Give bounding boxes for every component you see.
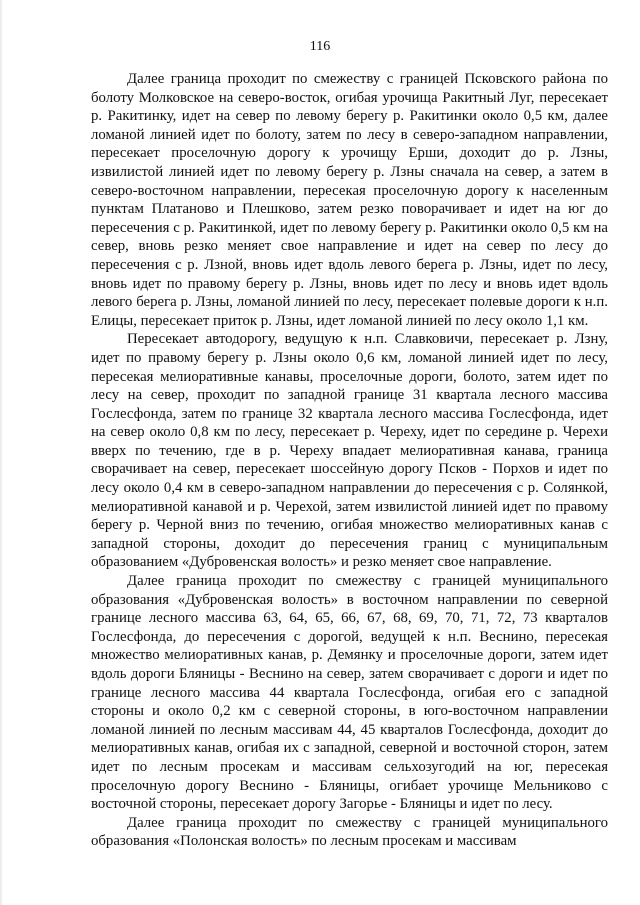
document-body: [91, 70, 608, 851]
page-number: 116: [309, 39, 331, 54]
paragraph-2: Пересекает автодорогу, ведущую к н.п. Славковичи, пересекает р. Лзну, идет по правому берегу р. Лзны около 0,6 км, ломаной линией идет по лесу, пересекая мелиоративные канавы, проселочные дороги, болото, затем идет по лесу на север, проходит по западной границе 31 квартала лесного массива Гослесфонда, затем по границе 32 квартала лесного массива Гослесфонда, идет на север около 0,8 км по лесу, пересекает р. Череху, идет по середине р. Черехи вверх по течению, где в р. Череху впадает мелиоративная канава, граница сворачивает на север, пересекает шоссейную дорогу Псков - Порхов и идет по лесу около 0,4 км в северо-западном направлении до пересечения с р. Солянкой, мелиоративной канавой и р. Черехой, затем извилистой линией идет по правому берегу р. Черной вниз по течению, огибая множество мелиоративных канав с западной стороны, доходит до пересечения границ с муниципальным образованием «Дубровенская волость» и резко меняет свое направление.: [91, 331, 608, 571]
paragraph-1: Далее граница проходит по смежеству с границей Псковского района по болоту Молковское на северо-восток, огибая урочища Ракитный Луг, пересекает р. Ракитинку, идет на север по левому берегу р. Ракитинки около 0,5 км, далее ломаной линией идет по болоту, затем по лесу в северо-западном направлении, пересекает проселочную дорогу к урочищу Ерши, доходит до р. Лзны, извилистой линией идет по левому берегу р. Лзны сначала на север, а затем в северо-восточном направлении, пересекая проселочную дорогу к населенным пунктам Платаново и Плешково, затем резко поворачивает и идет на юг до пересечения с р. Ракитинкой, идет по левому берегу р. Ракитинки около 0,5 км на север, вновь резко меняет свое направление и идет на север по лесу до пересечения с р. Лзной, вновь идет вдоль левого берега р. Лзны, идет по лесу, вновь идет по правому берегу р. Лзны, вновь идет по лесу и вновь идет вдоль левого берега р. Лзны, ломаной линией по лесу, пересекает полевые дороги к н.п. Елицы, пересекает приток р. Лзны, идет ломаной линией по лесу около 1,1 км.: [91, 71, 608, 329]
scan-edge: [0, 0, 3, 905]
paragraph-3: Далее граница проходит по смежеству с границей муниципального образования «Дубровенская волость» в восточном направлении по северной границе лесного массива 63, 64, 65, 66, 67, 68, 69, 70, 71, 72, 73 кварталов Гослесфонда, до пересечения с дорогой, ведущей к н.п. Веснино, пересекая множество мелиоративных канав, р. Демянку и проселочные дороги, затем идет вдоль дороги Бляницы - Веснино на север, затем сворачивает с дороги и идет по границе лесного массива 44 квартала Гослесфонда, огибая его с западной стороны и около 0,2 км с северной стороны, в юго-восточном направлении ломаной линией по лесным массивам 44, 45 кварталов Гослесфонда, доходит до мелиоративных канав, огибая их с западной, северной и восточной сторон, затем идет по лесным просекам и массивам сельхозугодий на юг, пересекая проселочную дорогу Веснино - Бляницы, огибает урочище Мельниково с восточной стороны, пересекает дорогу Загорье - Бляницы и идет по лесу.: [91, 573, 608, 813]
paragraph-4: Далее граница проходит по смежеству с границей муниципального образования «Полонская волость» по лесным просекам и массивам: [91, 814, 608, 850]
